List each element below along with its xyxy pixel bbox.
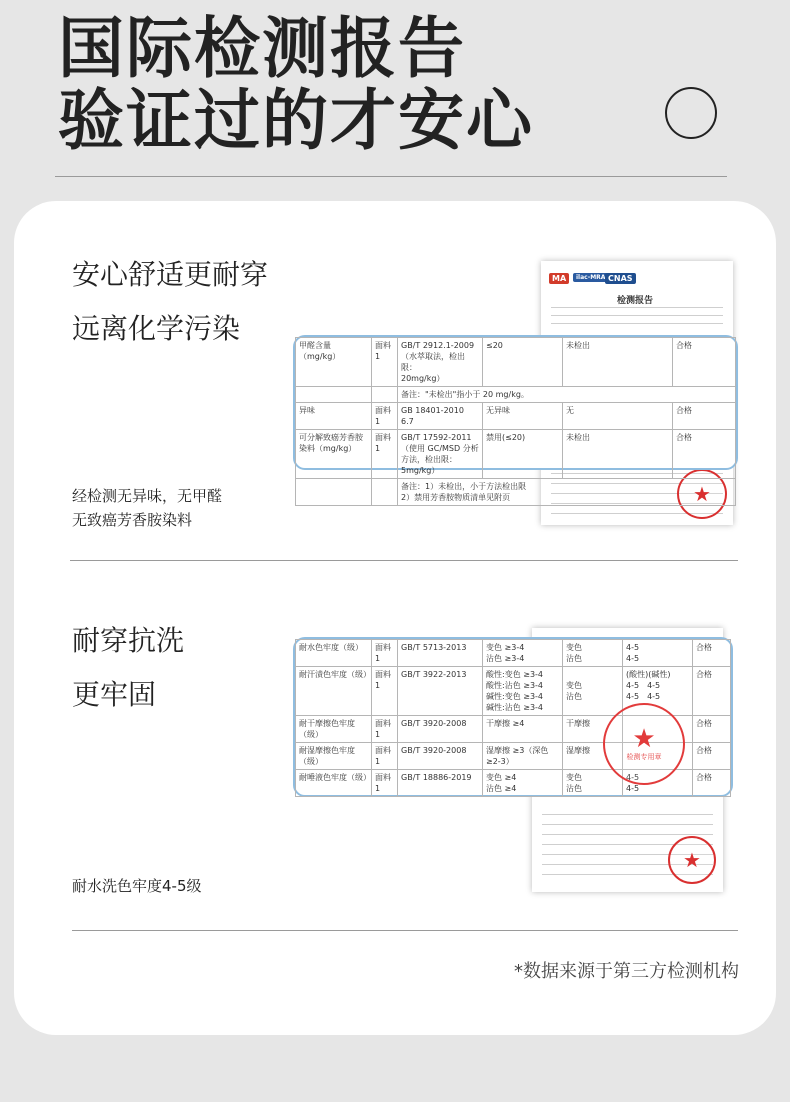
table-cell: 合格 [673,430,736,479]
table-cell: (酸性)(碱性) 4-5 4-5 4-5 4-5 [623,667,693,716]
logo-cnas: CNAS [605,273,636,284]
data-source-note: *数据来源于第三方检测机构 [514,961,739,982]
content-card [14,201,776,1035]
section2-title-line1: 耐穿抗洗 [72,624,185,657]
table-row [296,403,736,430]
circle-icon [665,87,717,139]
official-stamp: ★ 检测专用章 [603,703,685,785]
table-row [296,338,736,387]
table-cell: ≤20 [483,338,563,387]
table-cell: 备注：1）未检出，小于方法检出限 2）禁用芳香胺物质清单见附页 [398,479,736,506]
table-cell: GB/T 2912.1-2009 （水萃取法，检出限： 20mg/kg） [398,338,483,387]
zoomed-table-1 [293,335,738,502]
headline-line2: 验证过的才安心 [58,82,534,159]
table-cell: 无 [563,403,673,430]
table-cell: 异味 [296,403,372,430]
report-title: 检测报告 [617,296,654,306]
headline-line1: 国际检测报告 [58,10,466,87]
table-cell: 禁用(≤20) [483,430,563,479]
table-cell: 甲醛含量（mg/kg） [296,338,372,387]
table-row [296,430,736,479]
table-cell: 合格 [693,667,731,716]
test-result-table-1 [295,337,736,506]
table-cell: 面料 1 [372,770,398,797]
table-cell: 耐湿摩擦色牢度（级） [296,743,372,770]
table-cell: 合格 [673,403,736,430]
table-cell: 无异味 [483,403,563,430]
table-cell: 合格 [673,338,736,387]
table-cell: 耐水色牢度（级） [296,640,372,667]
table-cell: 合格 [693,770,731,797]
table-cell: GB 18401-2010 6.7 [398,403,483,430]
top-divider [55,176,727,177]
table-cell: 面料 1 [372,667,398,716]
table-cell: 面料 1 [372,640,398,667]
table-cell: 变色 ≥3-4 沾色 ≥3-4 [483,640,563,667]
table-cell: 干摩擦 [563,716,623,743]
table-cell: GB/T 5713-2013 [398,640,483,667]
table-cell: 面料 1 [372,430,398,479]
table-cell: GB/T 17592-2011 （使用 GC/MSD 分析方法，检出限：5mg/kg） [398,430,483,479]
table-cell: GB/T 18886-2019 [398,770,483,797]
table-cell: 面料 1 [372,338,398,387]
table-cell: 备注："未检出"指小于 20 mg/kg。 [398,387,736,403]
table-cell: 4-5 4-5 [623,640,693,667]
zoomed-table-2 [293,637,733,797]
logo-ilac: ilac-MRA [573,273,608,282]
table-cell: GB/T 3922-2013 [398,667,483,716]
table-cell: 可分解致癌芳香胺染料（mg/kg） [296,430,372,479]
table-cell: 变色 沾色 [563,667,623,716]
table-cell: 干摩擦 ≥4 [483,716,563,743]
table-row [296,387,736,403]
table-cell: 4-5 4-5 [623,770,693,797]
table-cell: GB/T 3920-2008 [398,743,483,770]
logo-ma: MA [549,273,569,284]
table-cell: 面料 1 [372,716,398,743]
section2-note: 耐水洗色牢度4-5级 [72,877,202,895]
section-divider-1 [70,560,738,561]
section1-note-line1: 经检测无异味，无甲醛 [72,487,223,505]
table-cell: 湿摩擦 ≥3（深色≥2-3） [483,743,563,770]
table-cell: 变色 沾色 [563,640,623,667]
table-cell: 耐干摩擦色牢度（级） [296,716,372,743]
table-cell: 湿摩擦 [563,743,623,770]
table-row [296,640,731,667]
section1-note-line2: 无致癌芳香胺染料 [72,511,193,529]
table-cell: GB/T 3920-2008 [398,716,483,743]
section2-title-line2: 更牢固 [72,678,157,711]
table-cell: 面料 1 [372,743,398,770]
table-cell: 合格 [693,716,731,743]
table-cell: 未检出 [563,430,673,479]
table-cell: 耐汗渍色牢度（级） [296,667,372,716]
official-stamp: ★ [677,469,727,519]
table-cell: 酸性:变色 ≥3-4 酸性:沾色 ≥3-4 碱性:变色 ≥3-4 碱性:沾色 ≥3-4 [483,667,563,716]
section1-title-line2: 远离化学污染 [72,312,241,345]
table-cell: 耐唾液色牢度（级） [296,770,372,797]
table-cell: 变色 ≥4 沾色 ≥4 [483,770,563,797]
table-row [296,479,736,506]
table-cell: 变色 沾色 [563,770,623,797]
table-cell: 面料 1 [372,403,398,430]
table-cell: 合格 [693,743,731,770]
section1-title-line1: 安心舒适更耐穿 [72,258,269,291]
official-stamp: ★ [668,836,716,884]
table-cell: 未检出 [563,338,673,387]
section-divider-2 [72,930,738,931]
table-cell: 合格 [693,640,731,667]
